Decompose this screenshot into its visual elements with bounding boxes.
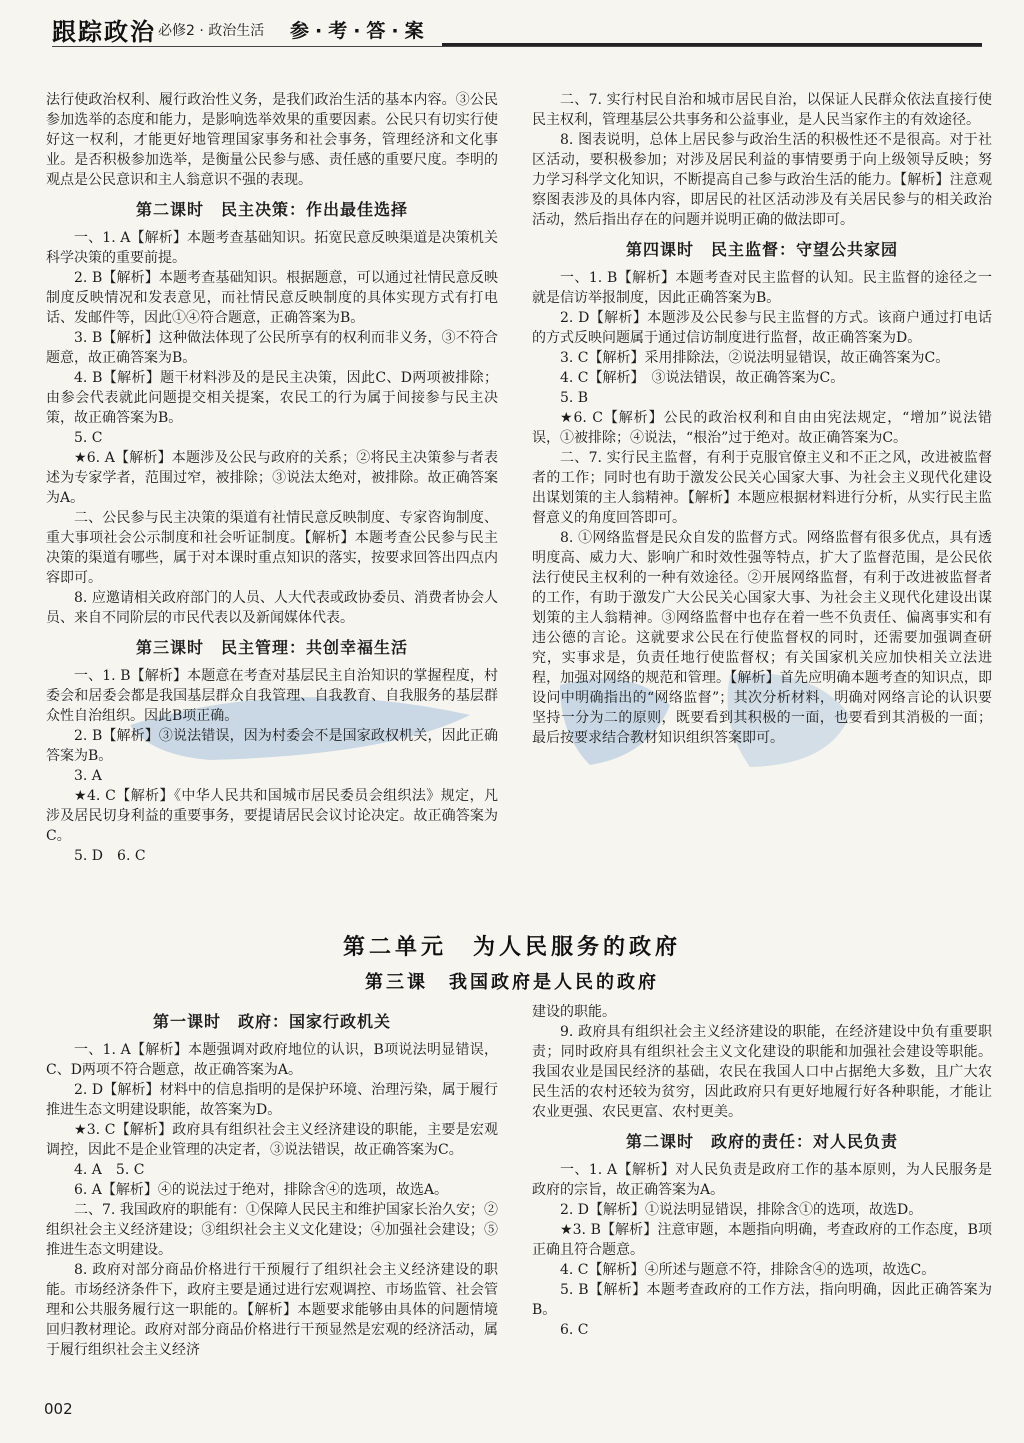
answer-paragraph: 5. C (74, 430, 103, 446)
answer-paragraph: 2. B【解析】③说法错误，因为村委会不是国家政权机关，因此正确答案为B。 (46, 728, 498, 764)
answer-paragraph: 二、7. 我国政府的职能有：①保障人民民主和维护国家长治久安；②组织社会主义经济建设；③组织社会主义文化建设；④加强社会建设；⑤推进生态文明建设。 (46, 1202, 498, 1258)
answer-paragraph: ★3. C【解析】政府具有组织社会主义经济建设的职能，主要是宏观调控，因此不是企业管理的决定者，③说法错误，故正确答案为C。 (46, 1122, 498, 1158)
answer-paragraph: 8. 图表说明，总体上居民参与政治生活的积极性还不是很高。对于社区活动，要积极参加；对涉及居民利益的事情要勇于向上级领导反映；努力学习科学文化知识，不断提高自己参与政治生活的能力。【解析】注意观察图表涉及的具体内容，即居民的社区活动涉及有关居民参与的相关政治活动，然后指出存在的问题并说明正确的做法即可。 (532, 132, 992, 228)
lesson-heading: 第二课时 民主决策：作出最佳选择 (135, 200, 408, 219)
answer-paragraph: ★4. C【解析】《中华人民共和国城市居民委员会组织法》规定，凡涉及居民切身利益的重要事务，要提请居民会议讨论决定。故正确答案为C。 (46, 788, 498, 844)
answer-paragraph: 2. D【解析】材料中的信息指明的是保护环境、治理污染，属于履行推进生态文明建设职能，故答案为D。 (46, 1082, 498, 1118)
answer-paragraph: 4. B【解析】题干材料涉及的是民主决策，因此C、D两项被排除；由参会代表就此问题提交相关提案，农民工的行为属于间接参与民主决策，故正确答案为B。 (46, 370, 498, 426)
left-column-bottom (46, 1002, 498, 1360)
lesson-title: 第三课 我国政府是人民的政府 (365, 972, 659, 993)
answer-paragraph: 建设的职能。 (532, 1004, 616, 1020)
answer-paragraph: 一、1. A【解析】本题考查基础知识。拓宽民意反映渠道是决策机关科学决策的重要前提。 (46, 230, 498, 266)
answer-paragraph: 3. B【解析】这种做法体现了公民所享有的权利而非义务，③不符合题意，故正确答案为B。 (46, 330, 498, 366)
answer-paragraph: 2. D【解析】本题涉及公民参与民主监督的方式。该商户通过打电话的方式反映问题属于通过信访制度进行监督，故正确答案为D。 (532, 310, 992, 346)
answer-paragraph: 二、7. 实行民主监督，有利于克服官僚主义和不正之风，改进被监督者的工作；同时也有助于激发公民关心国家大事、为社会主义现代化建设出谋划策的主人翁精神。【解析】本题应根据材料进行分析，从实行民主监督意义的角度回答即可。 (532, 450, 992, 526)
brand-title: 跟踪政治 (52, 18, 156, 46)
answer-paragraph: 一、1. B【解析】本题考查对民主监督的认知。民主监督的途径之一就是信访举报制度，因此正确答案为B。 (532, 270, 992, 306)
answer-paragraph: 8. 应邀请相关政府部门的人员、人大代表或政协委员、消费者协会人员、来自不同阶层的市民代表以及新闻媒体代表。 (46, 590, 498, 626)
lesson-heading: 第三课时 民主管理：共创幸福生活 (135, 638, 408, 657)
answer-paragraph: 8. 政府对部分商品价格进行干预履行了组织社会主义经济建设的职能。市场经济条件下，政府主要是通过进行宏观调控、市场监管、社会管理和公共服务履行这一职能的。【解析】本题要求能够由具体的问题情境回归教材理论。政府对部分商品价格进行干预显然是宏观的经济活动，属于履行组织社会主义经济 (46, 1262, 498, 1358)
answer-paragraph: 二、公民参与民主决策的渠道有社情民意反映制度、专家咨询制度、重大事项社会公示制度和社会听证制度。【解析】本题考查公民参与民主决策的渠道有哪些，属于对本课时重点知识的落实，按要求回答出四点内容即可。 (46, 510, 498, 586)
answer-paragraph: ★3. B【解析】注意审题，本题指向明确，考查政府的工作态度，B项正确且符合题意。 (532, 1222, 992, 1258)
answer-paragraph: ★6. A【解析】本题涉及公民与政府的关系；②将民主决策参与者表述为专家学者，范围过窄，被排除；③说法太绝对，被排除。故正确答案为A。 (46, 450, 498, 506)
lesson-heading: 第一课时 政府：国家行政机关 (152, 1012, 391, 1031)
answer-paragraph: 5. D 6. C (74, 848, 146, 864)
subject-label: 必修2 · 政治生活 (158, 23, 265, 39)
left-column-top (46, 90, 498, 866)
right-column-bottom (532, 1002, 992, 1340)
answer-paragraph: 5. B (560, 390, 589, 406)
lesson-heading: 第二课时 政府的责任：对人民负责 (625, 1132, 898, 1151)
answer-paragraph: 一、1. A【解析】本题强调对政府地位的认识，B项说法明显错误，C、D两项不符合题意，故正确答案为A。 (46, 1042, 498, 1078)
answer-paragraph: 3. A (74, 768, 102, 784)
answer-paragraph: 3. C【解析】采用排除法，②说法明显错误，故正确答案为C。 (560, 350, 950, 366)
answer-paragraph: 4. A 5. C (74, 1162, 145, 1178)
answer-paragraph: 二、7. 实行村民自治和城市居民自治，以保证人民群众依法直接行使民主权利，管理基层公共事务和公益事业，是人民当家作主的有效途径。 (532, 92, 992, 128)
answer-paragraph: 9. 政府具有组织社会主义经济建设的职能，在经济建设中负有重要职责；同时政府具有组织社会主义文化建设的职能和加强社会建设等职能。我国农业是国民经济的基础，农民在我国人口中占据绝大多数，且广大农民生活的农村还较为贫穷，因此政府只有更好地履行好各种职能，才能让农业更强、农民更富、农村更美。 (532, 1024, 992, 1120)
lesson-heading: 第四课时 民主监督：守望公共家园 (625, 240, 898, 259)
answer-paragraph: 6. A【解析】④的说法过于绝对，排除含④的选项，故选A。 (74, 1182, 449, 1198)
answer-paragraph: 8. ①网络监督是民众自发的监督方式。网络监督有很多优点，具有透明度高、威力大、影响广和时效性强等特点，扩大了监督范围，是公民依法行使民主权利的一种有效途径。②开展网络监督，有利于改进被监督者的工作，有助于激发广大公民关心国家大事、为社会主义现代化建设出谋划策的主人翁精神。③网络监督中也存在着一些不负责任、偏离事实和有违公德的言论。这就要求公民在行使监督权的同时，还需要加强调查研究，实事求是，负责任地行使监督权；有关国家机关应加快相关立法进程，加强对网络的规范和管理。【解析】首先应明确本题考查的知识点，即设问中明确指出的“网络监督”；其次分析材料，明确对网络言论的认识要坚持一分为二的原则，既要看到其积极的一面，也要看到其消极的一面；最后按要求结合教材知识组织答案即可。 (532, 530, 992, 746)
answer-paragraph: 法行使政治权利、履行政治性义务，是我们政治生活的基本内容。③公民参加选举的态度和能力，是影响选举效果的重要因素。公民只有切实行使好这一权利，才能更好地管理国家事务和社会事务，管理经济和文化事业。是否积极参加选举，是衡量公民参与感、责任感的重要尺度。李明的观点是公民意识和主人翁意识不强的表现。 (46, 92, 498, 188)
answer-paragraph: 一、1. A【解析】对人民负责是政府工作的基本原则，为人民服务是政府的宗旨，故正确答案为A。 (532, 1162, 992, 1198)
header-thin-rule (52, 46, 982, 47)
answer-paragraph: 4. C【解析】 ③说法错误，故正确答案为C。 (560, 370, 845, 386)
unit-title: 第二单元 为人民服务的政府 (342, 935, 681, 960)
answer-paragraph: 2. B【解析】本题考查基础知识。根据题意，可以通过社情民意反映制度反映情况和发表意见，而社情民意反映制度的具体实现方式有打电话、发邮件等，因此①④符合题意，正确答案为B。 (46, 270, 498, 326)
right-column-top (532, 90, 992, 748)
page-number: 002 (44, 1400, 73, 1418)
answer-paragraph: 2. D【解析】①说法明显错误，排除含①的选项，故选D。 (560, 1202, 923, 1218)
answer-paragraph: 6. C (560, 1322, 589, 1338)
page-header (0, 0, 1024, 52)
section-label: 参·考·答·案 (290, 20, 430, 42)
answer-paragraph: 5. B【解析】本题考查政府的工作方法，指向明确，因此正确答案为B。 (532, 1282, 992, 1318)
answer-paragraph: 4. C【解析】④所述与题意不符，排除含④的选项，故选C。 (560, 1262, 936, 1278)
answer-paragraph: 一、1. B【解析】本题意在考查对基层民主自治知识的掌握程度，村委会和居委会都是我国基层群众自我管理、自我教育、自我服务的基层群众性自治组织。因此B项正确。 (46, 668, 498, 724)
answer-paragraph: ★6. C【解析】公民的政治权利和自由由宪法规定，“增加”说法错误，①被排除；④说法，“根治”过于绝对。故正确答案为C。 (532, 410, 992, 446)
